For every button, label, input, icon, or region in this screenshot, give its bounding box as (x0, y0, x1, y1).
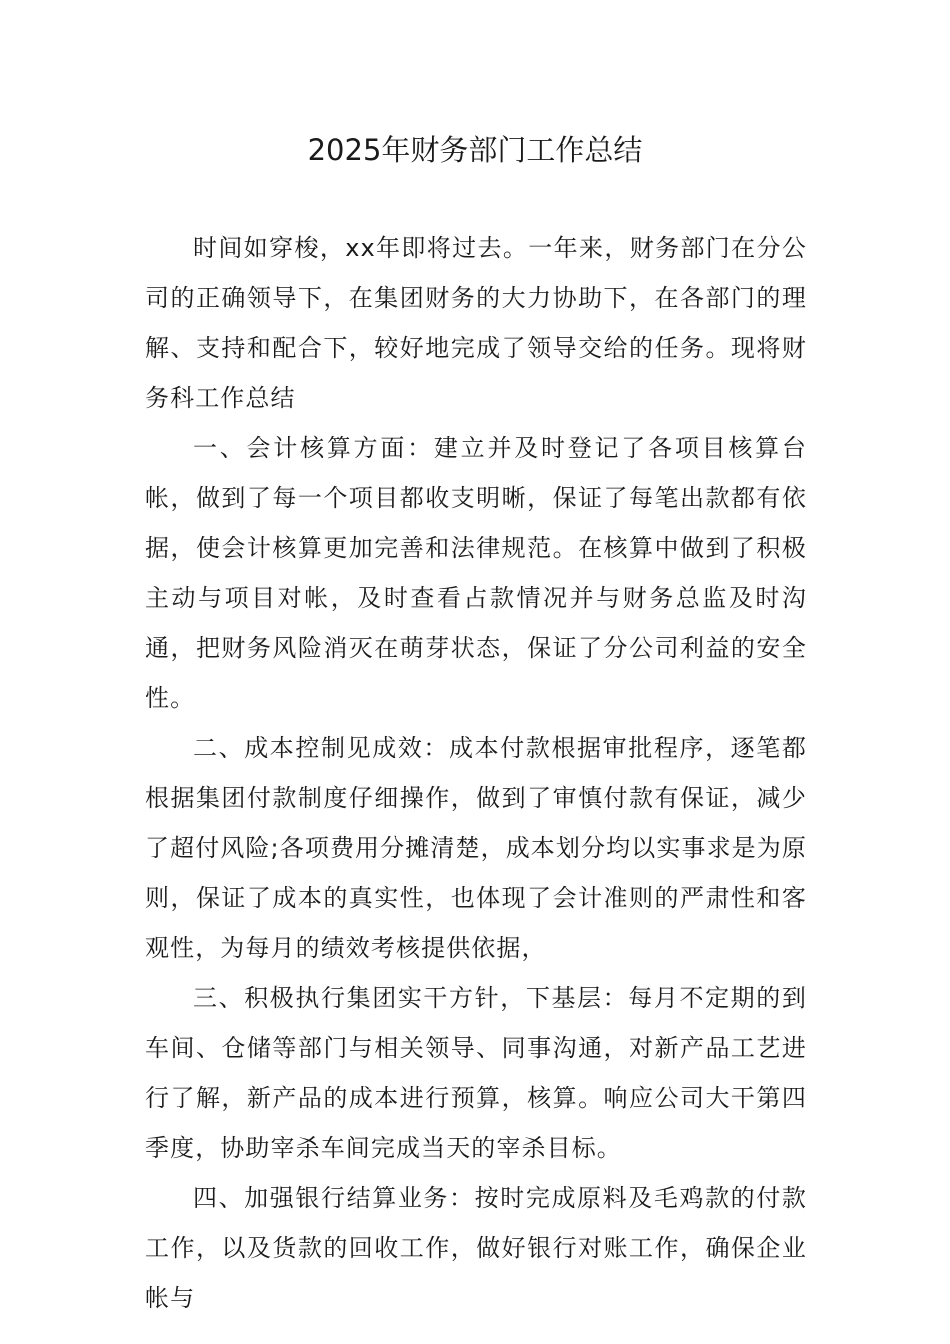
paragraph-cost-control: 二、成本控制见成效：成本付款根据审批程序，逐笔都根据集团付款制度仔细操作，做到了审慎付款有保证，减少了超付风险;各项费用分摊清楚，成本划分均以实事求是为原则，保证了成本的真实性，也体现了会计准则的严肃性和客观性，为每月的绩效考核提供依据， (145, 734, 807, 962)
document-title: 2025年财务部门工作总结 (307, 133, 643, 167)
paragraph-intro: 时间如穿梭，xx年即将过去。一年来，财务部门在分公司的正确领导下，在集团财务的大力协助下，在各部门的理解、支持和配合下，较好地完成了领导交给的任务。现将财务科工作总结 (145, 234, 807, 412)
paragraph-grassroots: 三、积极执行集团实干方针，下基层：每月不定期的到车间、仓储等部门与相关领导、同事沟通，对新产品工艺进行了解，新产品的成本进行预算，核算。响应公司大干第四季度，协助宰杀车间完成当天的宰杀目标。 (145, 984, 807, 1162)
paragraph-bank-settlement: 四、加强银行结算业务：按时完成原料及毛鸡款的付款工作，以及货款的回收工作，做好银行对账工作，确保企业帐与 (145, 1184, 807, 1312)
paragraph-accounting: 一、会计核算方面：建立并及时登记了各项目核算台帐，做到了每一个项目都收支明晰，保证了每笔出款都有依据，使会计核算更加完善和法律规范。在核算中做到了积极主动与项目对帐，及时查看占款情况并与财务总监及时沟通，把财务风险消灭在萌芽状态，保证了分公司利益的安全性。 (145, 434, 807, 712)
document-body (145, 223, 807, 1323)
